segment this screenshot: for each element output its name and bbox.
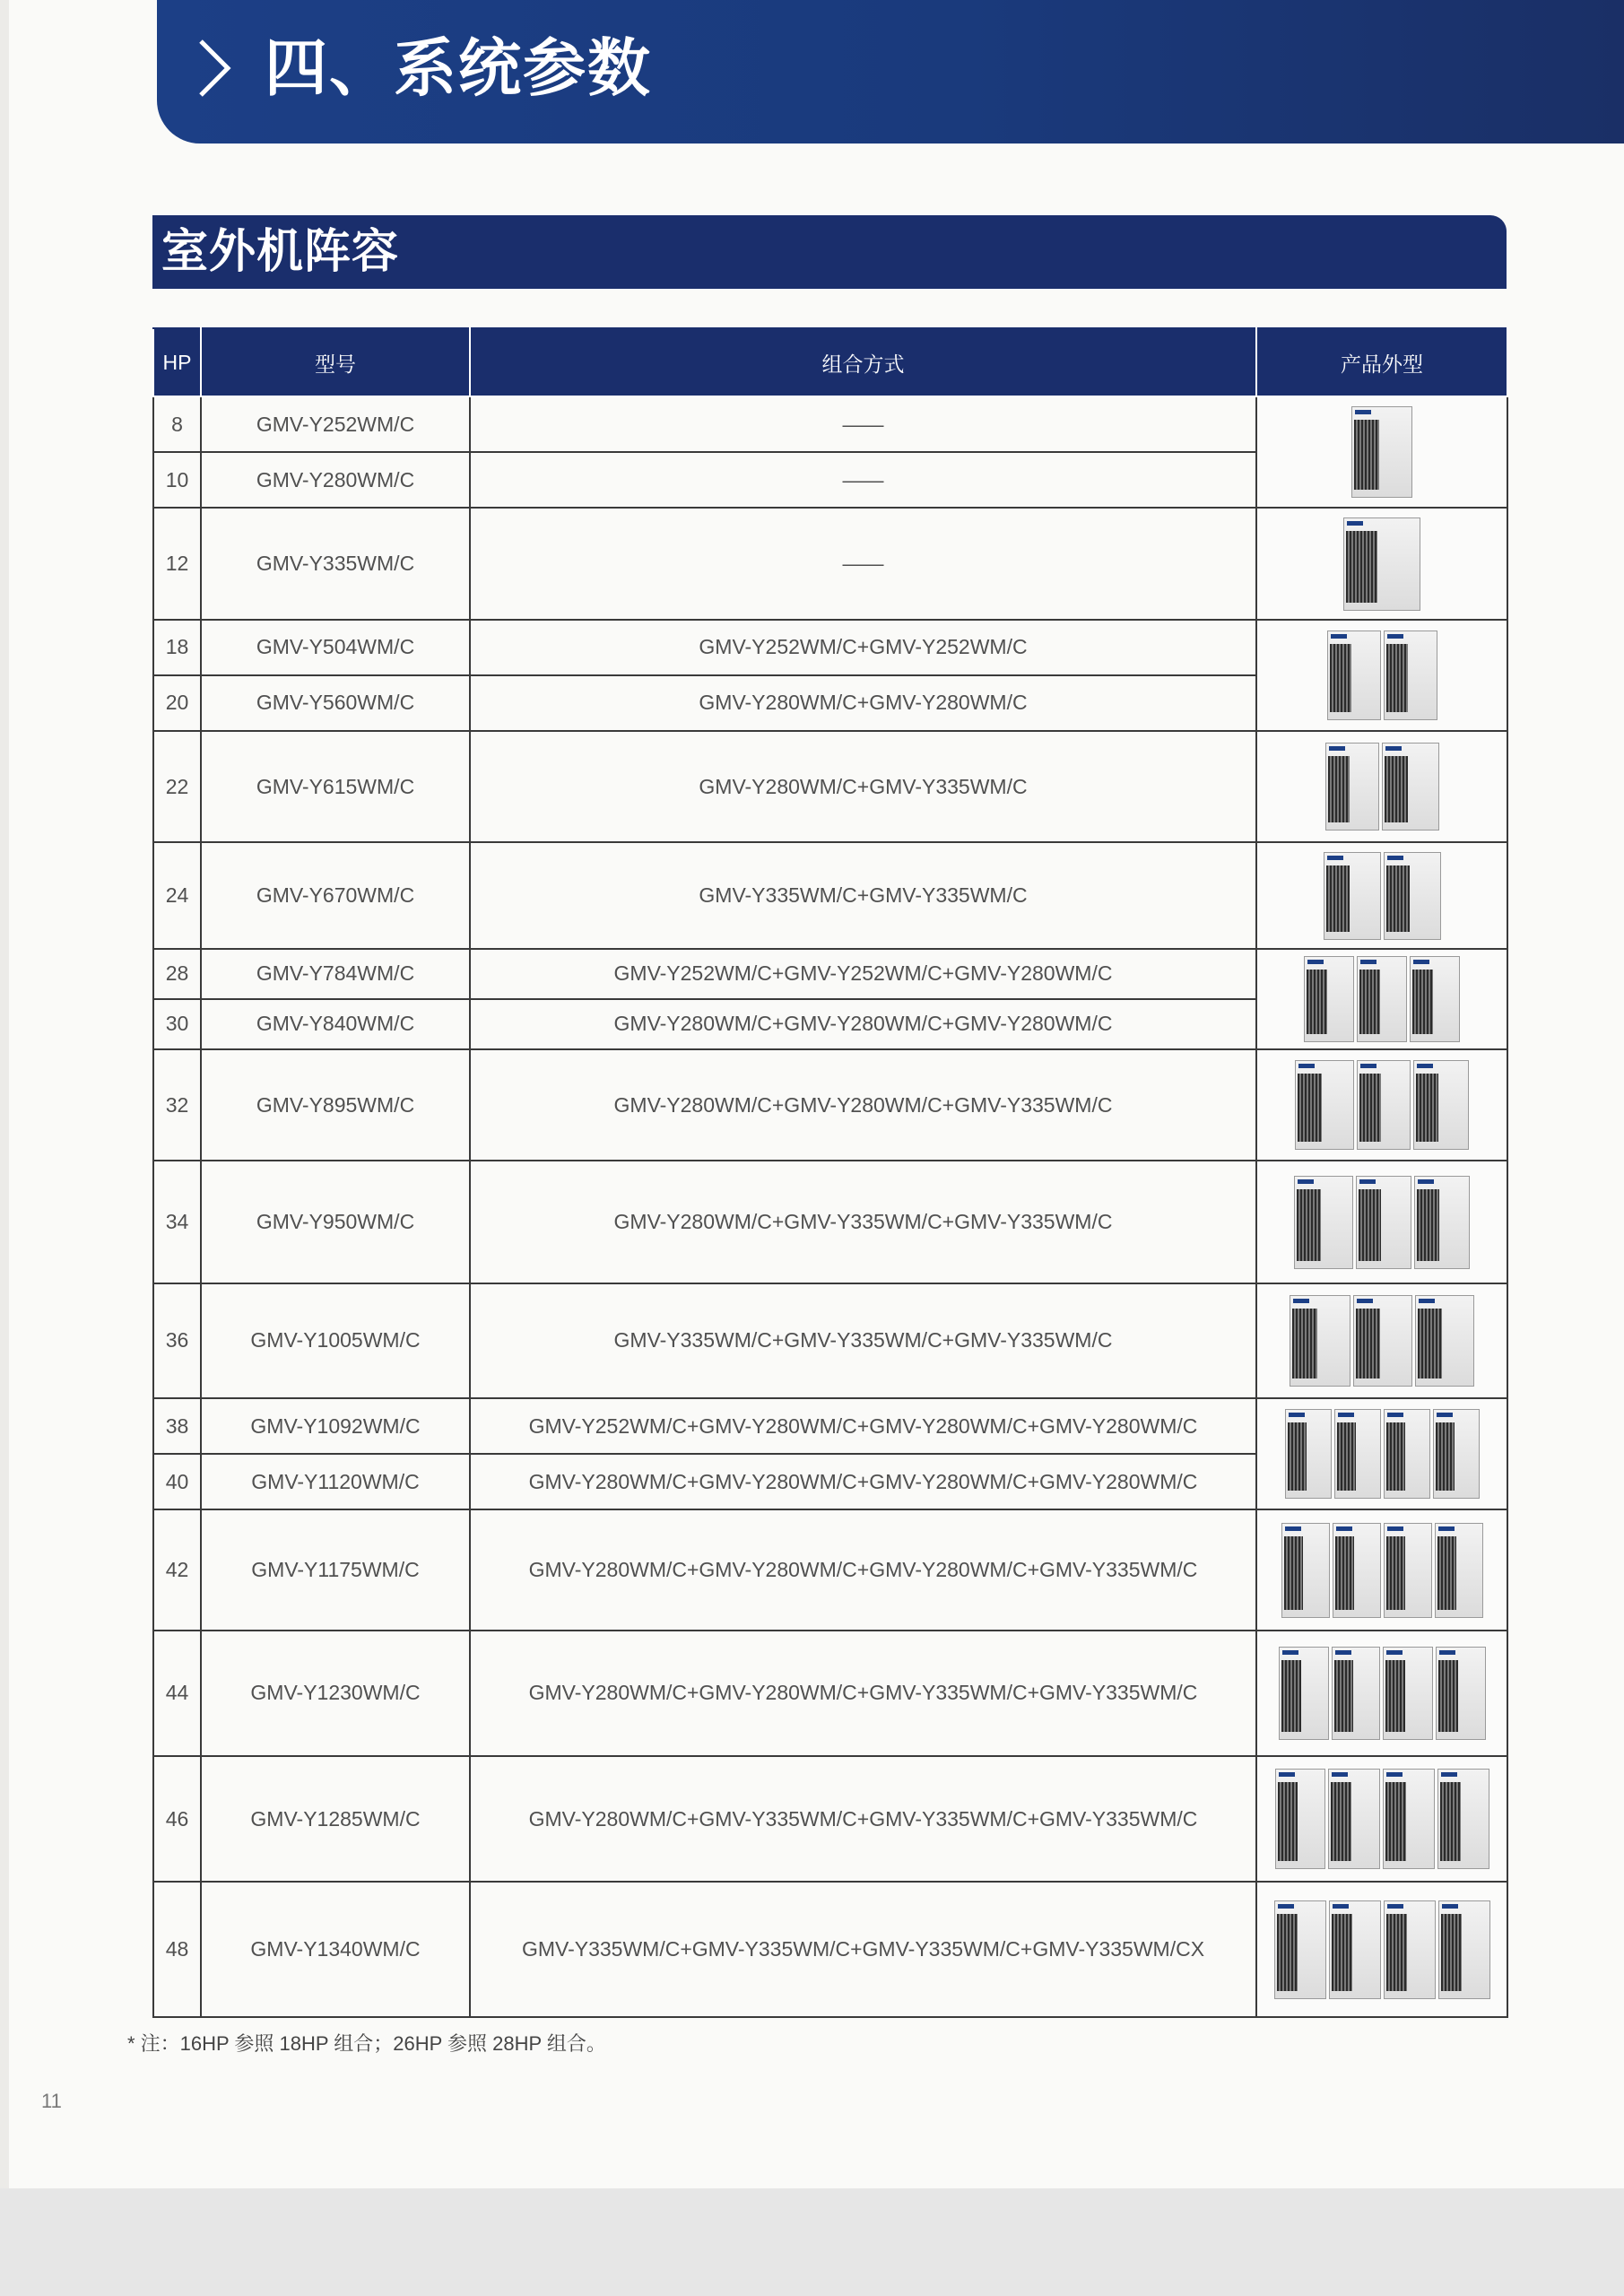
product-image-cell bbox=[1256, 508, 1507, 619]
product-image-cell bbox=[1256, 1756, 1507, 1882]
combination-cell: GMV-Y335WM/C+GMV-Y335WM/C+GMV-Y335WM/C bbox=[470, 1283, 1256, 1398]
hp-cell: 36 bbox=[153, 1283, 201, 1398]
page-title: 四、系统参数 bbox=[265, 33, 652, 103]
product-image-cell bbox=[1256, 1509, 1507, 1630]
table-row bbox=[153, 949, 1507, 999]
product-image-cell bbox=[1256, 1882, 1507, 2017]
table-row bbox=[153, 508, 1507, 619]
model-cell: GMV-Y1092WM/C bbox=[201, 1398, 470, 1454]
product-image-cell bbox=[1256, 842, 1507, 948]
model-cell: GMV-Y840WM/C bbox=[201, 999, 470, 1049]
combination-cell: GMV-Y280WM/C+GMV-Y280WM/C+GMV-Y280WM/C+GMV-Y280WM/C bbox=[470, 1454, 1256, 1509]
hp-cell: 18 bbox=[153, 620, 201, 675]
hp-cell: 20 bbox=[153, 675, 201, 731]
outdoor-unit-table bbox=[152, 327, 1508, 2018]
combination-cell: —— bbox=[470, 452, 1256, 508]
model-cell: GMV-Y895WM/C bbox=[201, 1049, 470, 1161]
column-header-combination: 组合方式 bbox=[470, 328, 1256, 396]
combination-cell: GMV-Y335WM/C+GMV-Y335WM/C+GMV-Y335WM/C+GMV-Y335WM/CX bbox=[470, 1882, 1256, 2017]
table-header-row bbox=[153, 328, 1507, 396]
hp-cell: 28 bbox=[153, 949, 201, 999]
combination-cell: GMV-Y280WM/C+GMV-Y335WM/C bbox=[470, 731, 1256, 842]
column-header-model: 型号 bbox=[201, 328, 470, 396]
model-cell: GMV-Y670WM/C bbox=[201, 842, 470, 948]
product-image-cell bbox=[1256, 949, 1507, 1049]
combination-cell: GMV-Y335WM/C+GMV-Y335WM/C bbox=[470, 842, 1256, 948]
combination-cell: GMV-Y280WM/C+GMV-Y280WM/C bbox=[470, 675, 1256, 731]
product-image-cell bbox=[1256, 1049, 1507, 1161]
product-image-cell bbox=[1256, 1631, 1507, 1756]
product-image bbox=[1257, 406, 1507, 498]
table-row bbox=[153, 396, 1507, 452]
product-image-cell bbox=[1256, 620, 1507, 731]
hp-cell: 42 bbox=[153, 1509, 201, 1630]
product-image bbox=[1257, 1769, 1507, 1869]
hp-cell: 24 bbox=[153, 842, 201, 948]
product-image bbox=[1257, 1409, 1507, 1499]
scan-bottom-margin bbox=[0, 2188, 1624, 2296]
model-cell: GMV-Y560WM/C bbox=[201, 675, 470, 731]
combination-cell: GMV-Y280WM/C+GMV-Y280WM/C+GMV-Y335WM/C bbox=[470, 1049, 1256, 1161]
combination-cell: GMV-Y252WM/C+GMV-Y280WM/C+GMV-Y280WM/C+GMV-Y280WM/C bbox=[470, 1398, 1256, 1454]
combination-cell: —— bbox=[470, 508, 1256, 619]
hp-cell: 10 bbox=[153, 452, 201, 508]
hp-cell: 46 bbox=[153, 1756, 201, 1882]
hp-cell: 22 bbox=[153, 731, 201, 842]
product-image bbox=[1257, 1176, 1507, 1269]
hp-cell: 40 bbox=[153, 1454, 201, 1509]
product-image-cell bbox=[1256, 1398, 1507, 1509]
combination-cell: GMV-Y280WM/C+GMV-Y280WM/C+GMV-Y280WM/C+GMV-Y335WM/C bbox=[470, 1509, 1256, 1630]
hp-cell: 34 bbox=[153, 1161, 201, 1283]
table-row bbox=[153, 1049, 1507, 1161]
hp-cell: 48 bbox=[153, 1882, 201, 2017]
product-image bbox=[1257, 1060, 1507, 1150]
table-row bbox=[153, 842, 1507, 948]
table-row bbox=[153, 1756, 1507, 1882]
combination-cell: GMV-Y252WM/C+GMV-Y252WM/C+GMV-Y280WM/C bbox=[470, 949, 1256, 999]
product-image-cell bbox=[1256, 1283, 1507, 1398]
hp-cell: 44 bbox=[153, 1631, 201, 1756]
combination-cell: GMV-Y280WM/C+GMV-Y280WM/C+GMV-Y335WM/C+GMV-Y335WM/C bbox=[470, 1631, 1256, 1756]
combination-cell: GMV-Y280WM/C+GMV-Y280WM/C+GMV-Y280WM/C bbox=[470, 999, 1256, 1049]
chevron-right-icon bbox=[188, 32, 242, 104]
combination-cell: GMV-Y280WM/C+GMV-Y335WM/C+GMV-Y335WM/C bbox=[470, 1161, 1256, 1283]
table-row bbox=[153, 1398, 1507, 1454]
page-edge bbox=[0, 0, 9, 2296]
footnote: * 注：16HP 参照 18HP 组合；26HP 参照 28HP 组合。 bbox=[127, 2032, 606, 2055]
model-cell: GMV-Y252WM/C bbox=[201, 396, 470, 452]
table-row bbox=[153, 1509, 1507, 1630]
model-cell: GMV-Y1175WM/C bbox=[201, 1509, 470, 1630]
product-image bbox=[1257, 1900, 1507, 1999]
hp-cell: 32 bbox=[153, 1049, 201, 1161]
model-cell: GMV-Y335WM/C bbox=[201, 508, 470, 619]
table-row bbox=[153, 731, 1507, 842]
product-image bbox=[1257, 631, 1507, 720]
model-cell: GMV-Y784WM/C bbox=[201, 949, 470, 999]
hp-cell: 30 bbox=[153, 999, 201, 1049]
product-image bbox=[1257, 852, 1507, 940]
hp-cell: 38 bbox=[153, 1398, 201, 1454]
model-cell: GMV-Y615WM/C bbox=[201, 731, 470, 842]
column-header-hp: HP bbox=[153, 328, 201, 396]
product-image-cell bbox=[1256, 396, 1507, 508]
table-row bbox=[153, 1161, 1507, 1283]
combination-cell: —— bbox=[470, 396, 1256, 452]
column-header-appearance: 产品外型 bbox=[1256, 328, 1507, 396]
section-title: 室外机阵容 bbox=[161, 226, 400, 278]
product-image bbox=[1257, 1523, 1507, 1618]
page-number: 11 bbox=[41, 2090, 62, 2112]
product-image bbox=[1257, 956, 1507, 1042]
model-cell: GMV-Y950WM/C bbox=[201, 1161, 470, 1283]
table-row bbox=[153, 1882, 1507, 2017]
model-cell: GMV-Y1340WM/C bbox=[201, 1882, 470, 2017]
product-image bbox=[1257, 1295, 1507, 1387]
product-image-cell bbox=[1256, 731, 1507, 842]
hp-cell: 12 bbox=[153, 508, 201, 619]
model-cell: GMV-Y504WM/C bbox=[201, 620, 470, 675]
model-cell: GMV-Y1230WM/C bbox=[201, 1631, 470, 1756]
hp-cell: 8 bbox=[153, 396, 201, 452]
table-row bbox=[153, 1631, 1507, 1756]
combination-cell: GMV-Y280WM/C+GMV-Y335WM/C+GMV-Y335WM/C+GMV-Y335WM/C bbox=[470, 1756, 1256, 1882]
table-row bbox=[153, 620, 1507, 675]
table-row bbox=[153, 1283, 1507, 1398]
product-image bbox=[1257, 1647, 1507, 1740]
model-cell: GMV-Y1120WM/C bbox=[201, 1454, 470, 1509]
product-image-cell bbox=[1256, 1161, 1507, 1283]
model-cell: GMV-Y280WM/C bbox=[201, 452, 470, 508]
product-image bbox=[1257, 743, 1507, 831]
model-cell: GMV-Y1285WM/C bbox=[201, 1756, 470, 1882]
model-cell: GMV-Y1005WM/C bbox=[201, 1283, 470, 1398]
product-image bbox=[1257, 517, 1507, 611]
combination-cell: GMV-Y252WM/C+GMV-Y252WM/C bbox=[470, 620, 1256, 675]
